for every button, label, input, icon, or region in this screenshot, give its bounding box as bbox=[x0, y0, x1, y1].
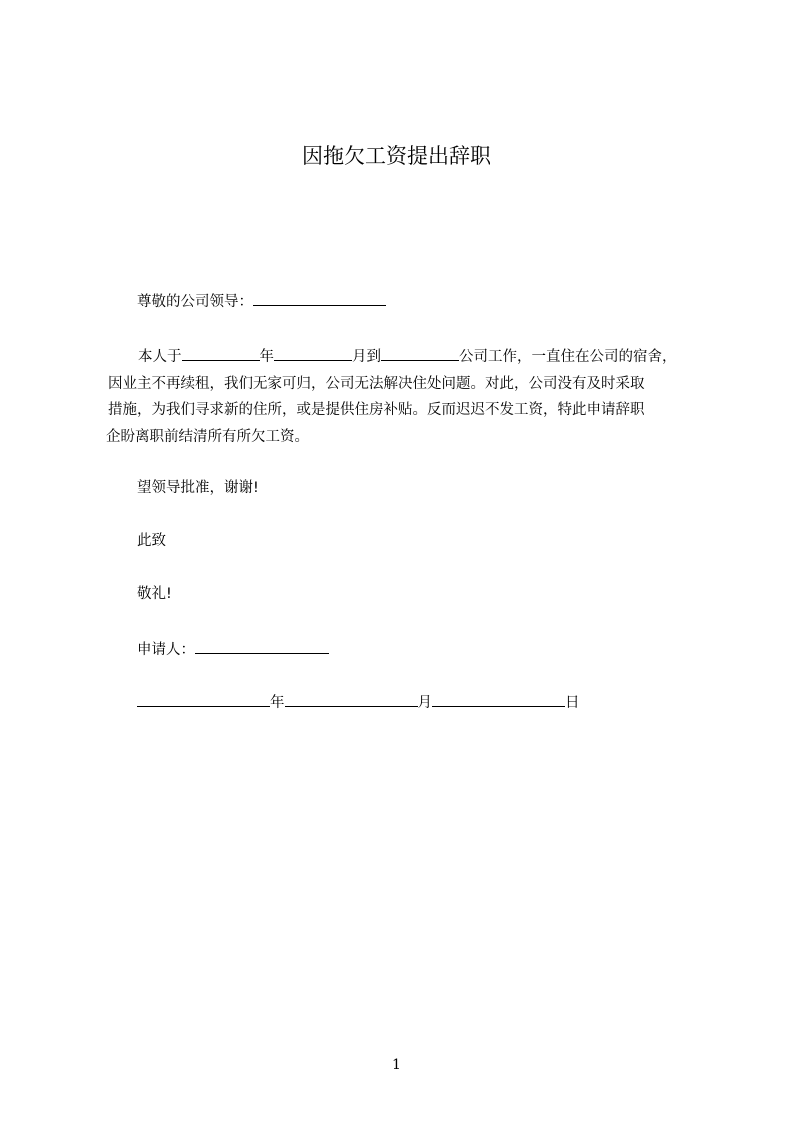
month-to-label: 月到 bbox=[352, 349, 381, 365]
date-month-blank bbox=[285, 691, 418, 707]
date-day-blank bbox=[432, 691, 565, 707]
document-title: 因拖欠工资提出辞职 bbox=[302, 144, 491, 168]
line1-rest: 公司工作，一直住在公司的宿舍， bbox=[459, 349, 677, 365]
date-month-label: 月 bbox=[417, 695, 432, 711]
start-year-blank bbox=[182, 345, 260, 361]
closing-line-2: 敬礼! bbox=[137, 586, 172, 602]
closing-line-1: 此致 bbox=[137, 533, 166, 549]
start-month-blank bbox=[274, 345, 352, 361]
body-line-2: 因业主不再续租，我们无家可归，公司无法解决住处问题。对此，公司没有及时采取 bbox=[108, 375, 645, 392]
applicant-label: 申请人： bbox=[137, 642, 195, 658]
salutation-line bbox=[137, 290, 386, 312]
page-number: 1 bbox=[392, 1057, 401, 1073]
body-line-1 bbox=[106, 344, 716, 371]
company-blank bbox=[381, 345, 459, 361]
request-line: 望领导批准，谢谢! bbox=[137, 480, 259, 496]
date-year-blank bbox=[137, 691, 270, 707]
body-paragraph bbox=[106, 344, 716, 450]
date-day-label: 日 bbox=[565, 695, 580, 711]
intro-text: 本人于 bbox=[138, 349, 182, 365]
applicant-line bbox=[137, 638, 329, 660]
date-line bbox=[137, 691, 580, 713]
recipient-blank bbox=[253, 290, 386, 306]
body-line-3: 措施，为我们寻求新的住所，或是提供住房补贴。反而迟迟不发工资，特此申请辞职 bbox=[108, 402, 645, 418]
salutation: 尊敬的公司领导： bbox=[137, 294, 253, 310]
applicant-blank bbox=[195, 638, 329, 654]
year-label: 年 bbox=[259, 349, 274, 365]
date-year-label: 年 bbox=[270, 695, 285, 711]
body-line-4: 企盼离职前结清所有所欠工资。 bbox=[106, 428, 309, 445]
